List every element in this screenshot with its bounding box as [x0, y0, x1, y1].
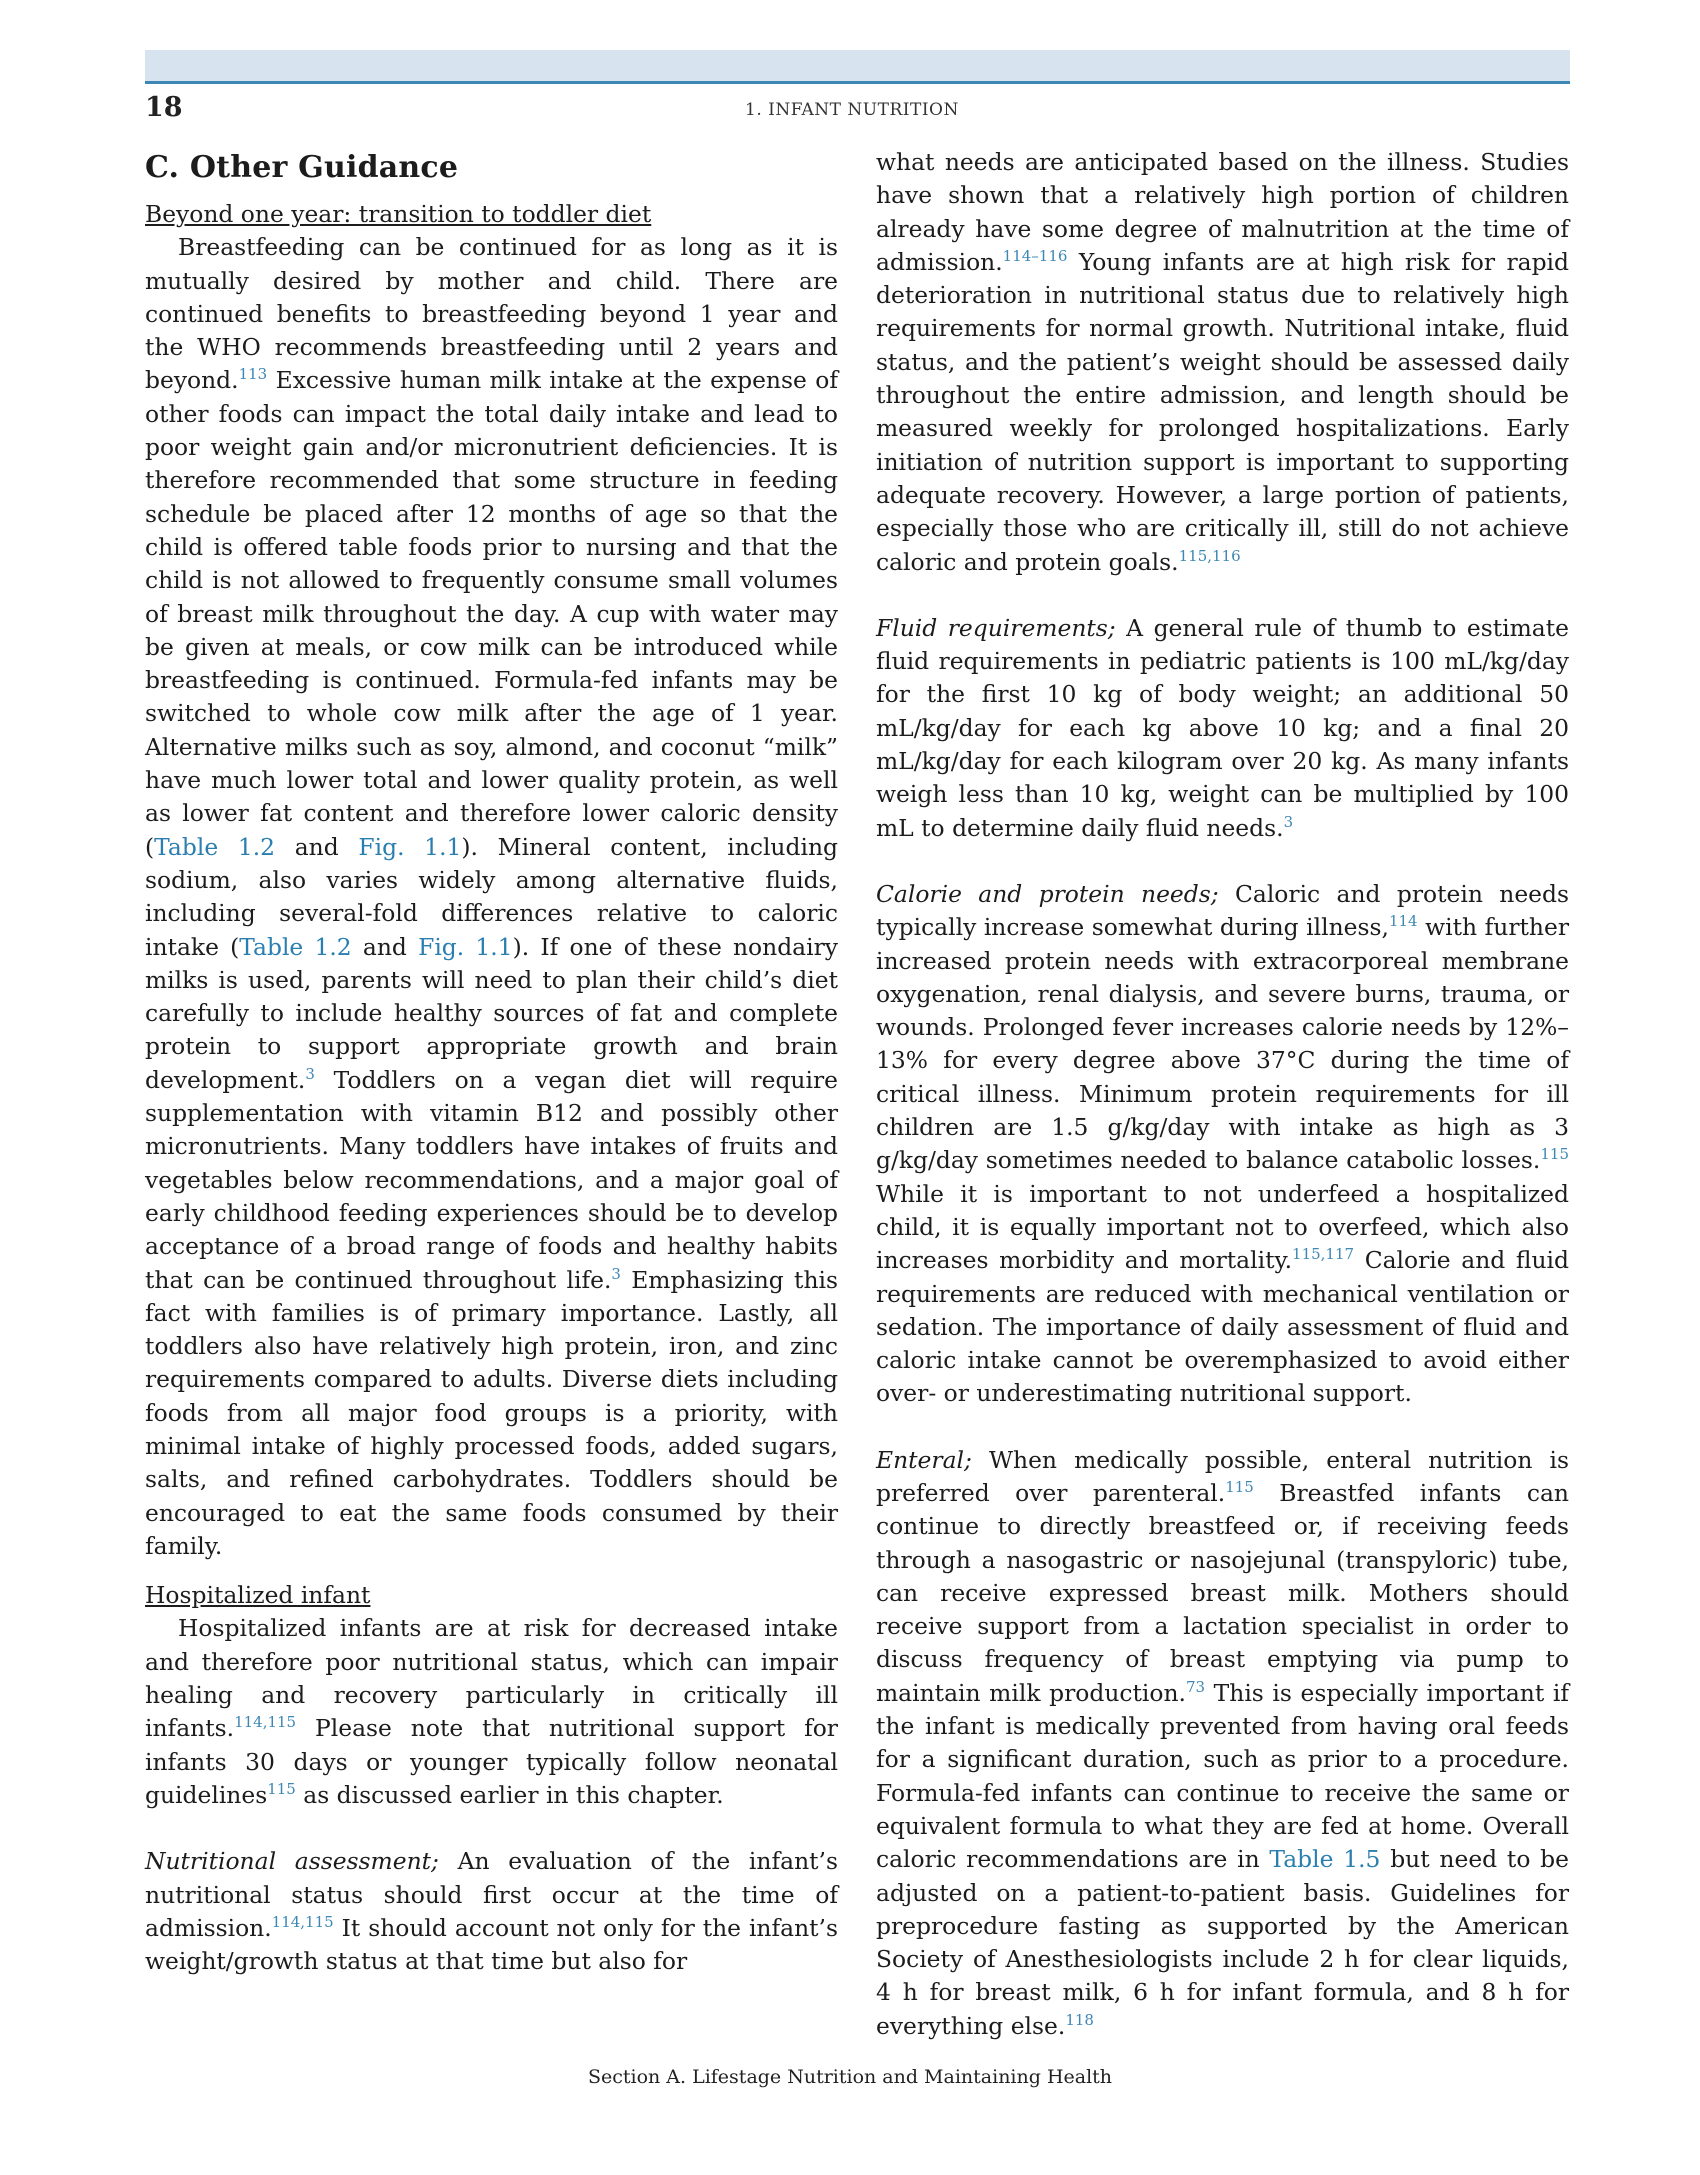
- table-link[interactable]: Table 1.5: [1269, 1845, 1381, 1874]
- running-head: 1. INFANT NUTRITION: [745, 100, 959, 120]
- text: Breastfeeding can be continued for as long as it is mutually desired by mother and child. There are continued benefits to breastfeeding beyond 1 year and the WHO recommends breastfeeding until 2 years and beyond.: [145, 233, 838, 395]
- run-in-heading: Enteral;: [876, 1445, 972, 1474]
- paragraph-assessment-continued: [876, 146, 1569, 579]
- text: While it is important to not underfeed a hospitalized child, it is equally important not to overfeed, which also increases morbidity and mortality.: [876, 1179, 1569, 1275]
- text: Breastfed infants can continue to directly breastfeed or, if receiving feeds through a nasogastric or nasojejunal (transpyloric) tube, can receive expressed breast milk. Mothers should receive support from a lactation specialist in order to discuss frequency of breast emptying via pump to maintain milk production.: [876, 1478, 1569, 1707]
- figure-link[interactable]: Fig. 1.1: [358, 832, 462, 861]
- text: Excessive human milk intake at the expense of other foods can impact the total daily intake and lead to poor weight gain and/or micronutrient deficiencies. It is therefore recommended that some structure in feeding schedule be placed after 12 months of age so that the child is offered table foods prior to nursing and that the child is not allowed to frequently consume small volumes of breast milk throughout the day. A cup with water may be given at meals, or cow milk can be introduced while breastfeeding is continued. Formula-fed infants may be switched to whole cow milk after the age of 1 year. Alternative milks such as soy, almond, and coconut “milk” have much lower total and lower quality protein, as well as lower fat content and therefore lower caloric density (: [145, 366, 838, 861]
- table-link[interactable]: Table 1.2: [239, 932, 352, 961]
- citation[interactable]: 115: [267, 1779, 296, 1798]
- run-in-heading: Nutritional assessment;: [145, 1847, 439, 1876]
- text: but need to be adjusted on a patient-to-patient basis. Guidelines for preprocedure fasting as supported by the American Society of Anesthesiologists include 2 h for clear liquids, 4 h for breast milk, 6 h for infant formula, and 8 h for everything else.: [876, 1845, 1569, 2040]
- text: what needs are anticipated based on the illness. Studies have shown that a relatively high portion of children already have some degree of malnutrition at the time of admission.: [876, 148, 1569, 276]
- left-column: [145, 146, 838, 1978]
- paragraph-hospitalized-infant: [145, 1612, 838, 1812]
- text: Toddlers on a vegan diet will require supplementation with vitamin B12 and possibly other micronutrients. Many toddlers have intakes of fruits and vegetables below recommendations, and a major goal of early childhood feeding experiences should be to develop acceptance of a broad range of foods and healthy habits that can be continued throughout life.: [145, 1065, 838, 1294]
- text: and: [275, 832, 359, 861]
- text: Young infants are at high risk for rapid deterioration in nutritional status due to relatively high requirements for normal growth. Nutritional intake, fluid status, and the patient’s weight should be assessed daily throughout the entire admission, and length should be measured weekly for prolonged hospitalizations. Early initiation of nutrition support is important to supporting adequate recovery. However, a large portion of patients, especially those who are critically ill, still do not achieve caloric and protein goals.: [876, 247, 1569, 576]
- text: ). Mineral content, including sodium, also varies widely among alternative fluids, including several-fold differences relative to caloric intake (: [145, 832, 838, 961]
- citation[interactable]: 114–116: [1002, 246, 1068, 265]
- text: This is especially important if the infant is medically prevented from having oral feeds for a significant duration, such as prior to a procedure. Formula-fed infants can continue to receive the same or equivalent formula to what they are fed at home. Overall caloric recommendations are in: [876, 1678, 1569, 1874]
- page-footer: Section A. Lifestage Nutrition and Maintaining Health: [587, 2066, 1113, 2088]
- text: and: [351, 932, 419, 961]
- text: It should account not only for the infant’s weight/growth status at that time but also for: [145, 1913, 838, 1976]
- citation[interactable]: 115: [1225, 1477, 1254, 1496]
- citation[interactable]: 115,116: [1178, 546, 1241, 565]
- citation[interactable]: 118: [1065, 2010, 1094, 2029]
- page-number: 18: [145, 92, 183, 123]
- paragraph-calorie-protein: [876, 878, 1569, 1411]
- text: ). If one of these nondairy milks is used, parents will need to plan their child’s diet carefully to include healthy sources of fat and complete protein to support appropriate growth and brain development.: [145, 932, 838, 1094]
- citation[interactable]: 3: [611, 1264, 621, 1283]
- figure-link[interactable]: Fig. 1.1: [418, 932, 513, 961]
- header-band: [145, 50, 1570, 84]
- citation[interactable]: 3: [1283, 812, 1294, 831]
- citation[interactable]: 115,117: [1292, 1245, 1355, 1264]
- paragraph-enteral: [876, 1444, 1569, 2043]
- citation[interactable]: 113: [238, 365, 268, 384]
- text: Hospitalized infants are at risk for decreased intake and therefore poor nutritional status, which can impair healing and recovery particularly in critically ill infants.: [145, 1614, 838, 1743]
- citation[interactable]: 114,115: [234, 1713, 297, 1732]
- text: with further increased protein needs with extracorporeal membrane oxygenation, renal dialysis, and severe burns, trauma, or wounds. Prolonged fever increases calorie needs by 12%–13% for every degree above 37°C during the time of critical illness. Minimum protein requirements for ill children are 1.5 g/kg/day with intake as high as 3 g/kg/day sometimes needed to balance catabolic losses.: [876, 913, 1569, 1175]
- paragraph-nutritional-assessment: [145, 1845, 838, 1978]
- text: When medically possible, enteral nutrition is preferred over parenteral.: [876, 1445, 1569, 1507]
- text: An evaluation of the infant’s nutritional status should first occur at the time of admission.: [145, 1847, 838, 1942]
- text: Please note that nutritional support for infants 30 days or younger typically follow neonatal guidelines: [145, 1714, 838, 1809]
- paragraph-toddler-diet: [145, 231, 838, 1563]
- subheading-toddler-diet: Beyond one year: transition to toddler diet: [145, 200, 652, 228]
- run-in-heading: Calorie and protein needs;: [876, 879, 1219, 908]
- text: Caloric and protein needs typically increase somewhat during illness,: [876, 879, 1569, 942]
- text: A general rule of thumb to estimate fluid requirements in pediatric patients is 100 mL/kg/day for the first 10 kg of body weight; an additional 50 mL/kg/day for each kg above 10 kg; and a final 20 mL/kg/day for each kilogram over 20 kg. As many infants weigh less than 10 kg, weight can be multiplied by 100 mL to determine daily fluid needs.: [876, 613, 1569, 842]
- text: as discussed earlier in this chapter.: [295, 1780, 724, 1809]
- citation[interactable]: 3: [305, 1064, 315, 1083]
- subheading-hospitalized-infant: Hospitalized infant: [145, 1581, 371, 1610]
- citation[interactable]: 114,115: [271, 1912, 334, 1931]
- citation[interactable]: 115: [1540, 1145, 1569, 1164]
- run-in-heading: Fluid requirements;: [876, 613, 1116, 642]
- citation[interactable]: 73: [1185, 1677, 1206, 1696]
- text: Emphasizing this fact with families is of primary importance. Lastly, all toddlers also have relatively high protein, iron, and zinc requirements compared to adults. Diverse diets including foods from all major food groups is a priority, with minimal intake of highly processed foods, added sugars, salts, and refined carbohydrates. Toddlers should be encouraged to eat the same foods consumed by their family.: [145, 1265, 838, 1560]
- right-column: [876, 146, 1569, 2043]
- text: Calorie and fluid requirements are reduced with mechanical ventilation or sedation. The importance of daily assessment of fluid and caloric intake cannot be overemphasized to avoid either over- or underestimating nutritional support.: [876, 1246, 1569, 1408]
- paragraph-fluid-requirements: [876, 612, 1569, 845]
- table-link[interactable]: Table 1.2: [154, 832, 276, 861]
- citation[interactable]: 114: [1388, 912, 1418, 931]
- section-title: C. Other Guidance: [145, 150, 459, 185]
